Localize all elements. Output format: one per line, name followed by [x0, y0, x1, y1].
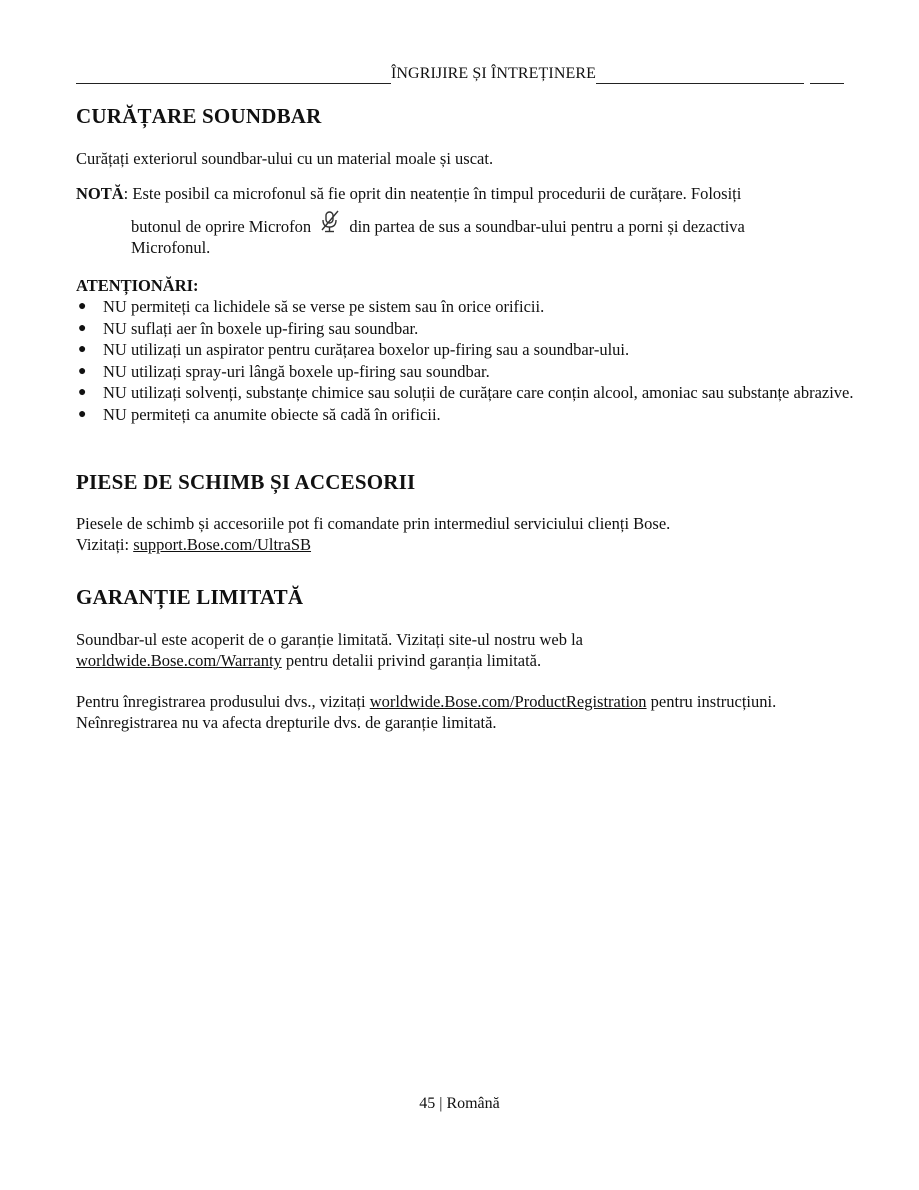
warranty-text-1b: pentru detalii privind garanția limitată.	[281, 651, 542, 670]
note-text-2a: butonul de oprire Microfon	[131, 217, 312, 236]
warranty-paragraph	[76, 629, 866, 671]
registration-text-b: pentru instrucțiuni.	[646, 692, 777, 711]
note-text-3: Microfonul.	[131, 238, 211, 257]
note-paragraph	[76, 183, 866, 204]
note-label: NOTĂ	[76, 184, 124, 203]
header-rule-right	[596, 67, 804, 84]
warnings-list	[76, 296, 866, 425]
list-item	[76, 382, 866, 404]
parts-text: Piesele de schimb și accesoriile pot fi comandate prin intermediul serviciului clienți Bose.	[76, 514, 671, 533]
warning-text: NU utilizați solvenți, substanțe chimice sau soluții de curățare care conțin alcool, amoniac sau substanțe abrazive.	[103, 383, 854, 402]
warranty-text-1: Soundbar-ul este acoperit de o garanție limitată. Vizitați site-ul nostru web la	[76, 630, 583, 649]
header-title: ÎNGRIJIRE ȘI ÎNTREȚINERE	[390, 65, 596, 82]
registration-link[interactable]: worldwide.Bose.com/ProductRegistration	[369, 692, 647, 711]
bullet-icon: ●	[78, 385, 87, 400]
note-text-2b: din partea de sus a soundbar-ului pentru a porni și dezactiva	[349, 217, 745, 236]
bullet-icon: ●	[78, 406, 87, 422]
list-item	[76, 361, 866, 383]
header-rule-tail	[810, 67, 844, 84]
visit-label: Vizitați:	[76, 535, 134, 554]
bullet-icon: ●	[78, 320, 87, 336]
support-link[interactable]: support.Bose.com/UltraSB	[133, 535, 312, 554]
page-number: 45	[419, 1095, 436, 1112]
bullet-icon: ●	[78, 342, 87, 357]
registration-text-a: Pentru înregistrarea produsului dvs., vizitați	[76, 692, 370, 711]
warning-text: NU permiteți ca lichidele să se verse pe sistem sau în orice orificii.	[103, 297, 545, 316]
registration-paragraph	[76, 691, 866, 733]
note-text-1: : Este posibil ca microfonul să fie oprit din neatenție în timpul procedurii de curățare. Folosiți	[123, 184, 742, 203]
bullet-icon: ●	[78, 299, 87, 314]
footer-language: Română	[446, 1095, 500, 1112]
page-footer	[0, 1094, 919, 1114]
warranty-link[interactable]: worldwide.Bose.com/Warranty	[76, 651, 282, 670]
registration-text-3: Neînregistrarea nu va afecta drepturile dvs. de garanție limitată.	[76, 713, 497, 732]
warnings-title: ATENȚIONĂRI:	[76, 276, 199, 295]
page-header	[76, 64, 844, 84]
microphone-off-icon	[319, 210, 341, 234]
cleaning-intro: Curățați exteriorul soundbar-ului cu un material moale și uscat.	[76, 149, 494, 168]
list-item	[76, 296, 866, 318]
warning-text: NU suflați aer în boxele up-firing sau soundbar.	[103, 318, 419, 338]
header-rule-left	[76, 67, 391, 84]
section-title-warranty: GARANȚIE LIMITATĂ	[76, 585, 304, 609]
list-item	[76, 404, 866, 426]
warning-text: NU permiteți ca anumite obiecte să cadă în orificii.	[103, 404, 441, 424]
list-item	[76, 318, 866, 340]
footer-separator: |	[439, 1095, 443, 1112]
warning-text: NU utilizați un aspirator pentru curățarea boxelor up-firing sau a soundbar-ului.	[103, 340, 630, 359]
note-indent	[76, 210, 866, 258]
section-title-parts: PIESE DE SCHIMB ȘI ACCESORII	[76, 470, 416, 494]
parts-paragraph	[76, 513, 866, 555]
warning-text: NU utilizați spray-uri lângă boxele up-firing sau soundbar.	[103, 361, 490, 381]
bullet-icon: ●	[78, 363, 87, 379]
section-title-cleaning: CURĂȚARE SOUNDBAR	[76, 104, 322, 128]
list-item	[76, 339, 866, 361]
page-content	[76, 104, 866, 733]
